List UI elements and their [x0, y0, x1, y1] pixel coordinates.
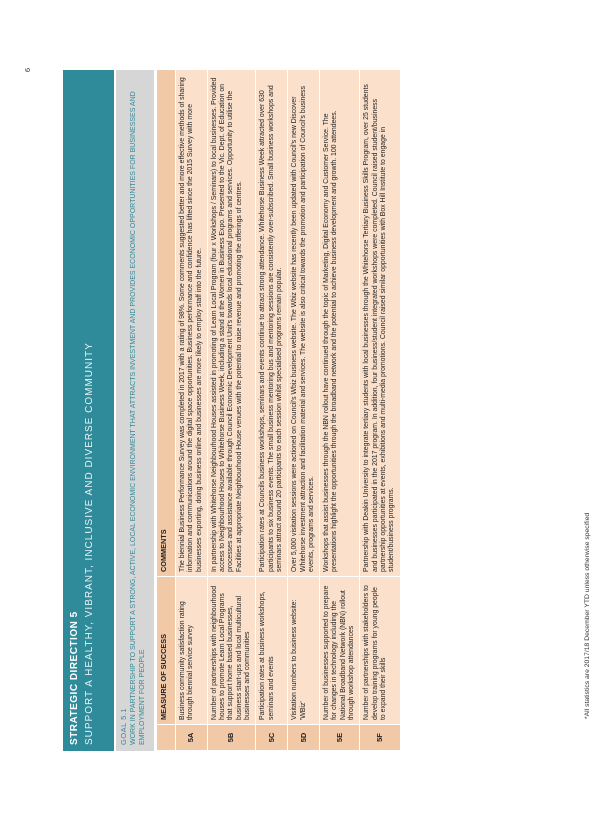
row-comment: Participation rates at Councils business workshops, seminars and events continue to attract strong attendance. Whitehorse Business Week attracted over 630 participants to six business events. The small business mentoring bus and mentoring sessions are consistently over-subscribed. Small business workshops and seminars attract around 20 participants to each session whilst specialised programs remain popular.: [256, 70, 288, 577]
goal-section: [116, 70, 154, 751]
row-measure: Participation rates at business workshops, seminars and events: [256, 577, 288, 725]
row-comment: Workshops that assist businesses through the NBN rollout have continued through the topic of Marketing, Digital Economy and Customer Service. The presentations highlight the opportunities through the broadband network and the potential to achieve business development and growth. 100 attendees.: [320, 70, 360, 577]
row-comment: Partnership with Deakin University to integrate tertiary students with local businesses through the Whitehorse Tertiary Business Skills Program, over 25 students and businesses participated in the 2017 program. In addition, four business/student integrated workshops were completed. Council raised student/business partnership opportunities at events, exhibitions and multi-media promotions. Council raised similar opportunities with Box Hill Institute to engage in student/business programs.: [360, 70, 400, 577]
header-measure: MEASURE OF SUCCESS: [157, 577, 176, 725]
table-row: [207, 70, 255, 751]
table-header-row: [157, 70, 176, 751]
row-measure: Number of partnerships with neighbourhood houses to promote Learn Local Programs that support home based businesses, business start-ups and local multicultural businesses and communities: [207, 577, 255, 725]
row-id: 5A: [176, 725, 208, 751]
table-row: [360, 70, 400, 751]
measures-table: [156, 69, 401, 751]
page-number: 6: [23, 68, 32, 73]
row-id: 5B: [207, 725, 255, 751]
table-row: [320, 70, 360, 751]
goal-label: GOAL 5.1: [119, 707, 128, 745]
header-comments: COMMENTS: [157, 70, 176, 577]
row-measure: Number of partnerships with stakeholders to develop training programs for young people to expand their skills: [360, 577, 400, 725]
row-id: 5F: [360, 725, 400, 751]
row-measure: Business community satisfaction rating through biennial service survey: [176, 577, 208, 725]
banner-subtitle: SUPPORT A HEALTHY, VIBRANT, INCLUSIVE AND DIVERSE COMMUNITY: [84, 342, 95, 745]
strategic-direction-banner: [63, 70, 114, 751]
rotated-page: [23, 68, 591, 751]
table-row: [288, 70, 320, 751]
table-row: [176, 70, 208, 751]
row-id: 5C: [256, 725, 288, 751]
row-comment: The biennial Business Performance Survey was completed in 2017 with a rating of 98%. Some comments suggested better and more effective methods of sharing information and communications around the digital space opportunities. Business performance and confidence has lifted since the 2015 Survey with more businesses exporting, doing business online and businesses are more likely to employ staff into the future.: [176, 70, 208, 577]
table-row: [256, 70, 288, 751]
row-comment: Over 5,000 visitation sessions were actioned on Council's Wbiz business website. The Wbiz website has recently been updated with Council's new Discover Whitehorse investment attraction and facilitation material and services. The website is also critical towards the promotion and participation of Council's business events, programs and services.: [288, 70, 320, 577]
header-id: [157, 725, 176, 751]
banner-title: STRATEGIC DIRECTION 5: [69, 611, 80, 745]
row-comment: In partnership with Whitehorse Neighbourhood Houses assisted in promoting of Learn Local Program (four x Workshops / Seminars) to local businesses. Provided access to Neighbourhood Houses to Whitehorse Business Week, including a stand at the Women in Business Expo. Presented to the Vic. Dept. of Education on processes and assistance available through Council Economic Development Unit's towards local educational programs and services. Opportunity to utilise the Facilities at appropriate Neighbourhood House venues with the potential to raise revenue and promoting the offerings of centres.: [207, 70, 255, 577]
row-measure: Number of businesses supported to prepare for changes in technology including the National Broadband Network (NBN) rollout through workshop attendances: [320, 577, 360, 725]
row-id: 5E: [320, 725, 360, 751]
goal-text: WORK IN PARTNERSHIP TO SUPPORT A STRONG, ACTIVE, LOCAL ECONOMIC ENVIRONMENT THAT ATTRACTS INVESTMENT AND PROVIDES ECONOMIC OPPORTUNITIES FOR BUSINESSES AND EMPLOYMENT FOR PEOPLE: [130, 91, 146, 745]
footnote: *All statistics are 2017/18 December YTD unless otherwise specified: [584, 512, 591, 719]
row-id: 5D: [288, 725, 320, 751]
row-measure: Visitation numbers to business website: 'WBiz': [288, 577, 320, 725]
